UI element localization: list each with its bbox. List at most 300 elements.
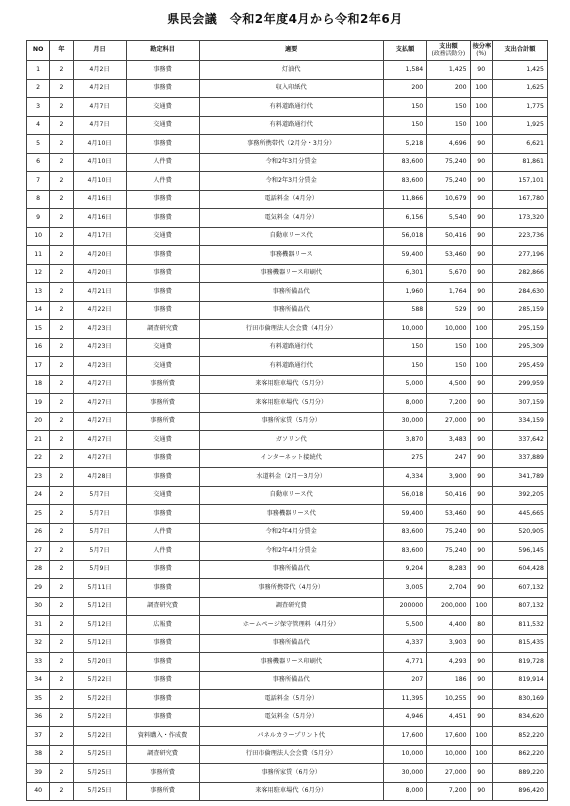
cell-no: 13 [27,283,50,302]
cell-ratio: 90 [470,782,492,801]
cell-no: 2 [27,79,50,98]
cell-payment: 9,204 [383,560,426,579]
table-row [27,690,548,709]
cell-account: 事務費 [126,449,199,468]
cell-payment: 1,584 [383,61,426,80]
cell-ratio: 100 [470,745,492,764]
table-row [27,542,548,561]
cell-expense: 10,255 [427,690,470,709]
cell-expense: 10,000 [427,320,470,339]
cell-expense: 3,903 [427,634,470,653]
cell-ratio: 90 [470,449,492,468]
cell-total: 223,736 [492,227,547,246]
cell-total: 282,866 [492,264,547,283]
cell-expense: 150 [427,357,470,376]
cell-date: 4月16日 [73,209,126,228]
cell-ratio: 90 [470,671,492,690]
cell-year: 2 [50,431,73,450]
cell-summary: ホームページ保守管理料（4月分） [199,616,383,635]
table-row [27,782,548,801]
cell-ratio: 100 [470,357,492,376]
cell-account: 事務費 [126,579,199,598]
cell-ratio: 100 [470,597,492,616]
header-year: 年 [50,41,73,61]
cell-ratio: 90 [470,505,492,524]
cell-payment: 150 [383,357,426,376]
table-row [27,671,548,690]
cell-total: 307,159 [492,394,547,413]
cell-expense: 7,200 [427,394,470,413]
cell-account: 事務費 [126,560,199,579]
cell-no: 3 [27,98,50,117]
cell-summary: 来客用駐車場代（6月分） [199,782,383,801]
cell-account: 交通費 [126,98,199,117]
cell-summary: 事務所備品代 [199,634,383,653]
cell-total: 889,220 [492,764,547,783]
cell-payment: 10,000 [383,745,426,764]
cell-no: 7 [27,172,50,191]
cell-no: 23 [27,468,50,487]
cell-total: 295,159 [492,320,547,339]
table-row [27,579,548,598]
cell-date: 4月27日 [73,375,126,394]
cell-year: 2 [50,449,73,468]
table-row [27,209,548,228]
header-ratio-main: 按分率 [472,43,492,51]
header-date: 月日 [73,41,126,61]
cell-summary: 調査研究費 [199,597,383,616]
table-row [27,486,548,505]
table-row [27,320,548,339]
cell-ratio: 100 [470,79,492,98]
cell-date: 5月11日 [73,579,126,598]
header-ratio-sub: (%) [476,50,487,57]
cell-payment: 6,301 [383,264,426,283]
cell-summary: 事務所備品代 [199,671,383,690]
cell-year: 2 [50,412,73,431]
cell-date: 5月25日 [73,764,126,783]
cell-total: 604,428 [492,560,547,579]
cell-expense: 4,400 [427,616,470,635]
cell-payment: 4,946 [383,708,426,727]
cell-ratio: 100 [470,727,492,746]
cell-summary: 事務所備品代 [199,301,383,320]
cell-expense: 53,460 [427,505,470,524]
cell-summary: 事務所備品代 [199,283,383,302]
table-row [27,227,548,246]
cell-account: 事務費 [126,79,199,98]
cell-year: 2 [50,320,73,339]
cell-no: 33 [27,653,50,672]
cell-no: 29 [27,579,50,598]
cell-account: 交通費 [126,357,199,376]
cell-year: 2 [50,135,73,154]
cell-no: 30 [27,597,50,616]
cell-expense: 529 [427,301,470,320]
cell-date: 5月7日 [73,523,126,542]
cell-payment: 83,600 [383,542,426,561]
cell-year: 2 [50,486,73,505]
cell-no: 20 [27,412,50,431]
cell-summary: 来客用駐車場代（5月分） [199,375,383,394]
cell-date: 5月22日 [73,708,126,727]
cell-total: 834,620 [492,708,547,727]
cell-payment: 5,500 [383,616,426,635]
cell-total: 295,309 [492,338,547,357]
cell-summary: ガソリン代 [199,431,383,450]
cell-summary: 令和2年4月分賃金 [199,523,383,542]
cell-year: 2 [50,708,73,727]
cell-payment: 6,156 [383,209,426,228]
cell-expense: 75,240 [427,523,470,542]
cell-account: 調査研究費 [126,745,199,764]
cell-account: 事務費 [126,468,199,487]
cell-year: 2 [50,394,73,413]
cell-no: 14 [27,301,50,320]
table-row [27,246,548,265]
cell-summary: 来客用駐車場代（5月分） [199,394,383,413]
cell-summary: 有料道路通行代 [199,357,383,376]
cell-expense: 200 [427,79,470,98]
cell-date: 4月23日 [73,338,126,357]
cell-payment: 275 [383,449,426,468]
header-no: NO [27,41,50,61]
cell-total: 1,425 [492,61,547,80]
cell-no: 18 [27,375,50,394]
cell-date: 4月27日 [73,449,126,468]
cell-summary: 電話料金（5月分） [199,690,383,709]
table-row [27,745,548,764]
cell-year: 2 [50,597,73,616]
cell-year: 2 [50,542,73,561]
header-account: 勘定科目 [126,41,199,61]
cell-year: 2 [50,264,73,283]
cell-summary: 事務所備品代 [199,560,383,579]
table-row [27,616,548,635]
cell-summary: 事務所携帯代（4月分） [199,579,383,598]
cell-no: 31 [27,616,50,635]
cell-date: 5月12日 [73,597,126,616]
cell-total: 285,159 [492,301,547,320]
cell-payment: 150 [383,116,426,135]
cell-total: 6,621 [492,135,547,154]
cell-expense: 4,696 [427,135,470,154]
cell-account: 事務費 [126,634,199,653]
cell-no: 22 [27,449,50,468]
cell-account: 交通費 [126,116,199,135]
cell-payment: 3,870 [383,431,426,450]
cell-total: 815,435 [492,634,547,653]
cell-date: 4月23日 [73,357,126,376]
cell-date: 4月28日 [73,468,126,487]
cell-summary: 水道料金（2月～3月分） [199,468,383,487]
cell-account: 事務費 [126,135,199,154]
cell-account: 事務費 [126,690,199,709]
table-body [27,61,548,801]
cell-no: 16 [27,338,50,357]
cell-payment: 59,400 [383,246,426,265]
cell-no: 15 [27,320,50,339]
cell-date: 4月27日 [73,431,126,450]
table-row [27,301,548,320]
cell-ratio: 90 [470,209,492,228]
cell-account: 事務所費 [126,412,199,431]
table-header-row [27,41,548,61]
cell-year: 2 [50,61,73,80]
cell-summary: 電気料金（5月分） [199,708,383,727]
cell-ratio: 90 [470,560,492,579]
cell-expense: 247 [427,449,470,468]
cell-no: 6 [27,153,50,172]
cell-expense: 17,600 [427,727,470,746]
cell-no: 35 [27,690,50,709]
cell-summary: 自動車リース代 [199,227,383,246]
cell-no: 39 [27,764,50,783]
cell-date: 4月10日 [73,153,126,172]
cell-year: 2 [50,505,73,524]
cell-account: 事務費 [126,708,199,727]
cell-year: 2 [50,209,73,228]
cell-total: 807,132 [492,597,547,616]
cell-payment: 11,866 [383,190,426,209]
cell-summary: 令和2年3月分賃金 [199,153,383,172]
cell-expense: 53,460 [427,246,470,265]
cell-expense: 150 [427,116,470,135]
cell-no: 1 [27,61,50,80]
cell-ratio: 100 [470,116,492,135]
cell-summary: 収入印紙代 [199,79,383,98]
cell-summary: 有料道路通行代 [199,116,383,135]
cell-no: 8 [27,190,50,209]
cell-expense: 5,670 [427,264,470,283]
cell-year: 2 [50,560,73,579]
cell-expense: 50,416 [427,227,470,246]
cell-year: 2 [50,79,73,98]
cell-ratio: 90 [470,653,492,672]
cell-year: 2 [50,357,73,376]
cell-total: 392,205 [492,486,547,505]
cell-year: 2 [50,98,73,117]
cell-total: 295,459 [492,357,547,376]
cell-year: 2 [50,690,73,709]
cell-total: 1,625 [492,79,547,98]
cell-no: 5 [27,135,50,154]
cell-payment: 4,771 [383,653,426,672]
cell-ratio: 90 [470,135,492,154]
cell-total: 337,889 [492,449,547,468]
cell-expense: 200,000 [427,597,470,616]
cell-expense: 1,425 [427,61,470,80]
cell-date: 4月20日 [73,264,126,283]
cell-date: 4月2日 [73,61,126,80]
table-row [27,98,548,117]
cell-summary: 有料道路通行代 [199,338,383,357]
cell-no: 4 [27,116,50,135]
cell-payment: 200 [383,79,426,98]
cell-total: 337,642 [492,431,547,450]
cell-expense: 150 [427,98,470,117]
cell-year: 2 [50,727,73,746]
table-row [27,394,548,413]
table-row [27,190,548,209]
cell-account: 交通費 [126,431,199,450]
cell-total: 896,420 [492,782,547,801]
cell-payment: 4,337 [383,634,426,653]
cell-total: 607,132 [492,579,547,598]
cell-date: 4月16日 [73,190,126,209]
cell-account: 資料購入・作成費 [126,727,199,746]
cell-payment: 59,400 [383,505,426,524]
cell-summary: 有料道路通行代 [199,98,383,117]
cell-payment: 83,600 [383,172,426,191]
cell-payment: 200000 [383,597,426,616]
cell-account: 事務費 [126,264,199,283]
cell-payment: 30,000 [383,412,426,431]
cell-total: 284,630 [492,283,547,302]
cell-payment: 4,334 [383,468,426,487]
cell-year: 2 [50,190,73,209]
cell-date: 5月25日 [73,782,126,801]
cell-expense: 4,293 [427,653,470,672]
cell-no: 27 [27,542,50,561]
cell-expense: 3,483 [427,431,470,450]
table-row [27,560,548,579]
cell-date: 4月27日 [73,412,126,431]
cell-date: 4月2日 [73,79,126,98]
header-expense [427,41,470,61]
cell-expense: 7,200 [427,782,470,801]
cell-no: 32 [27,634,50,653]
cell-year: 2 [50,671,73,690]
cell-no: 28 [27,560,50,579]
cell-total: 1,775 [492,98,547,117]
cell-ratio: 100 [470,338,492,357]
cell-ratio: 90 [470,227,492,246]
cell-no: 19 [27,394,50,413]
cell-account: 調査研究費 [126,320,199,339]
cell-ratio: 90 [470,690,492,709]
cell-expense: 4,451 [427,708,470,727]
cell-account: 広報費 [126,616,199,635]
cell-summary: 行田市倫理法人会会費（4月分） [199,320,383,339]
cell-summary: 事務機器リース印刷代 [199,653,383,672]
cell-ratio: 90 [470,634,492,653]
table-row [27,431,548,450]
cell-payment: 56,018 [383,227,426,246]
cell-summary: 電話料金（4月分） [199,190,383,209]
table-row [27,764,548,783]
cell-ratio: 90 [470,579,492,598]
cell-summary: 行田市倫理法人会会費（5月分） [199,745,383,764]
cell-summary: 電気料金（4月分） [199,209,383,228]
cell-year: 2 [50,116,73,135]
cell-account: 事務費 [126,283,199,302]
cell-year: 2 [50,745,73,764]
cell-year: 2 [50,375,73,394]
header-summary: 適要 [199,41,383,61]
cell-expense: 5,540 [427,209,470,228]
header-payment: 支払額 [383,41,426,61]
cell-total: 830,169 [492,690,547,709]
cell-no: 9 [27,209,50,228]
cell-date: 4月20日 [73,246,126,265]
cell-expense: 1,764 [427,283,470,302]
cell-year: 2 [50,653,73,672]
cell-payment: 3,005 [383,579,426,598]
cell-no: 26 [27,523,50,542]
table-row [27,79,548,98]
cell-account: 事務費 [126,505,199,524]
cell-account: 人件費 [126,153,199,172]
cell-payment: 1,960 [383,283,426,302]
cell-expense: 8,283 [427,560,470,579]
cell-no: 25 [27,505,50,524]
cell-ratio: 90 [470,190,492,209]
cell-total: 819,914 [492,671,547,690]
cell-expense: 75,240 [427,542,470,561]
cell-no: 36 [27,708,50,727]
cell-year: 2 [50,301,73,320]
cell-total: 852,220 [492,727,547,746]
cell-account: 調査研究費 [126,597,199,616]
cell-date: 5月20日 [73,653,126,672]
cell-payment: 8,000 [383,782,426,801]
cell-date: 4月21日 [73,283,126,302]
cell-expense: 50,416 [427,486,470,505]
cell-summary: 令和2年3月分賃金 [199,172,383,191]
table-row [27,338,548,357]
cell-payment: 30,000 [383,764,426,783]
cell-total: 520,905 [492,523,547,542]
cell-expense: 2,704 [427,579,470,598]
cell-total: 596,145 [492,542,547,561]
table-row [27,135,548,154]
cell-payment: 10,000 [383,320,426,339]
table-row [27,283,548,302]
cell-date: 5月12日 [73,634,126,653]
cell-ratio: 90 [470,172,492,191]
table-row [27,153,548,172]
cell-no: 11 [27,246,50,265]
cell-expense: 75,240 [427,172,470,191]
table-row [27,653,548,672]
cell-total: 299,959 [492,375,547,394]
cell-ratio: 90 [470,283,492,302]
table-row [27,412,548,431]
cell-date: 5月7日 [73,486,126,505]
cell-payment: 83,600 [383,153,426,172]
header-expense-sub: (政務活動分) [431,50,466,57]
cell-total: 1,925 [492,116,547,135]
cell-date: 5月12日 [73,616,126,635]
table-row [27,357,548,376]
cell-ratio: 90 [470,153,492,172]
table-row [27,597,548,616]
cell-no: 37 [27,727,50,746]
cell-account: 事務費 [126,209,199,228]
cell-ratio: 90 [470,61,492,80]
cell-summary: 事務所家賃（6月分） [199,764,383,783]
cell-payment: 150 [383,338,426,357]
header-expense-main: 支出額 [439,43,458,51]
cell-account: 事務費 [126,301,199,320]
cell-summary: 事務機器リース印刷代 [199,264,383,283]
cell-account: 交通費 [126,338,199,357]
table-row [27,468,548,487]
cell-account: 事務費 [126,653,199,672]
cell-total: 81,861 [492,153,547,172]
cell-account: 事務所費 [126,375,199,394]
